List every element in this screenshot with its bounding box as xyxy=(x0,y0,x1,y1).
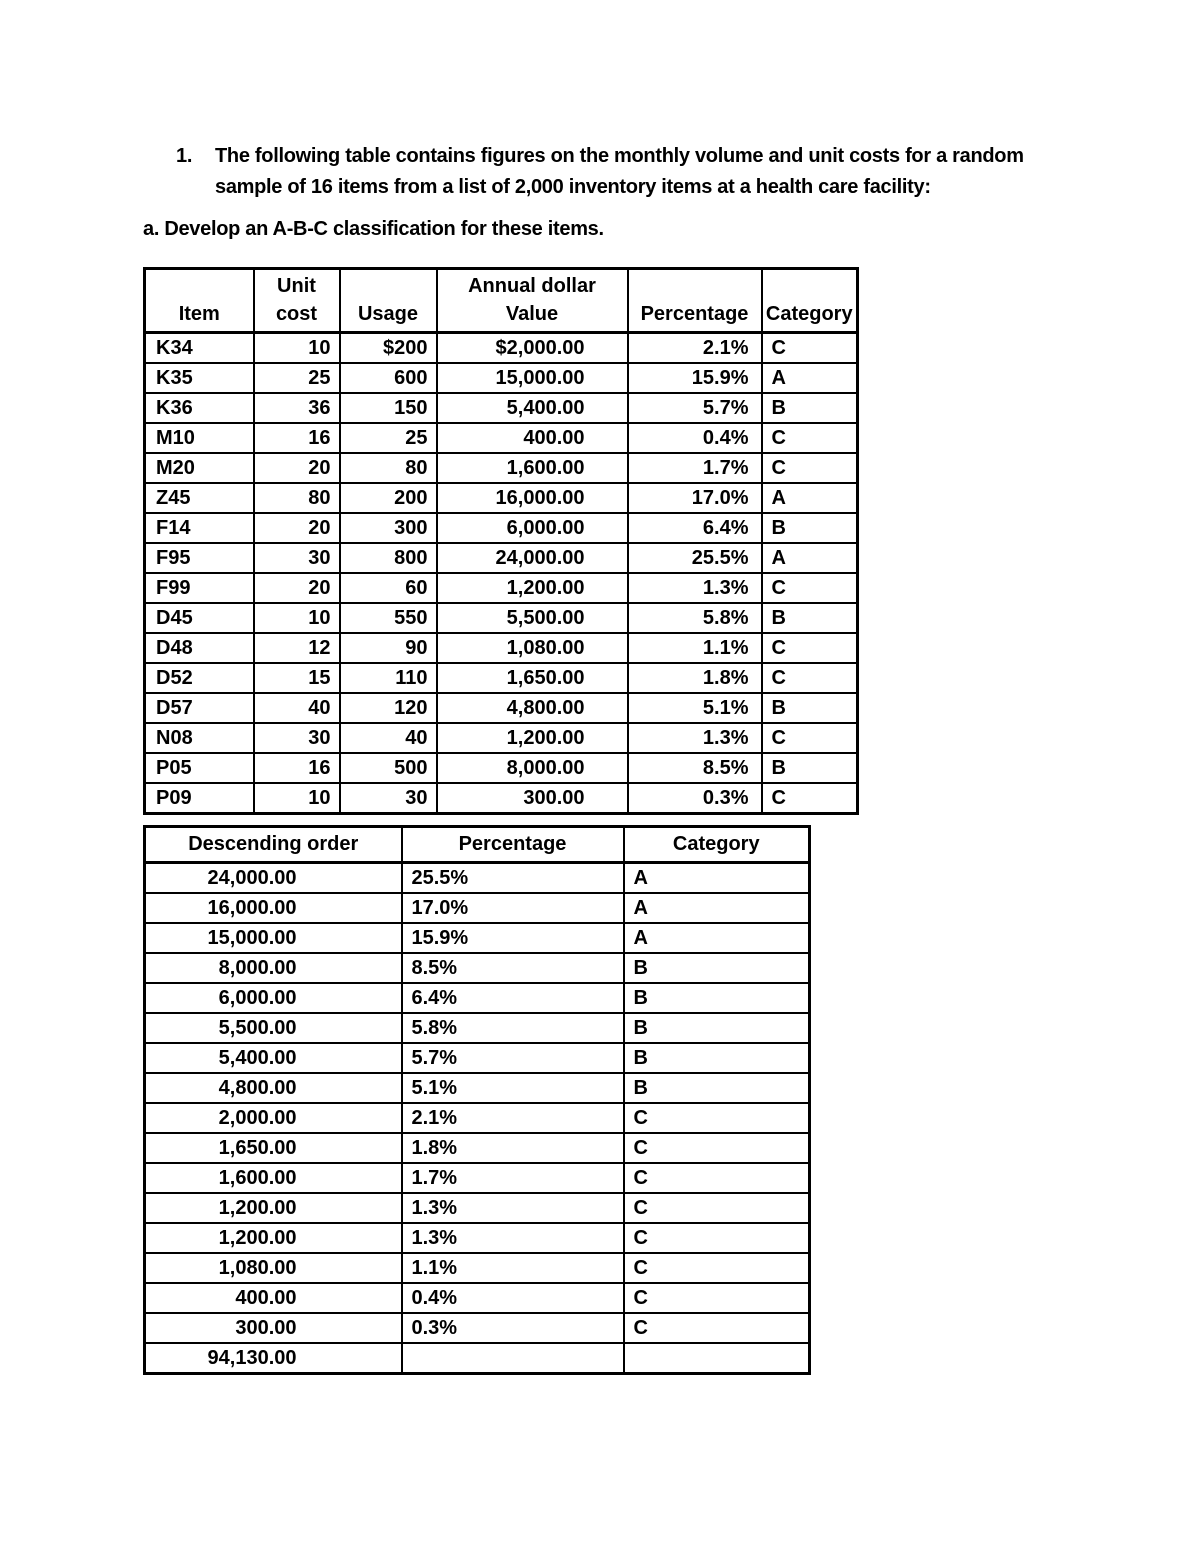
cell-usage: 110 xyxy=(340,663,437,693)
descending-table-total xyxy=(145,1343,810,1374)
cell-percentage: 8.5% xyxy=(628,753,762,783)
items-table-row xyxy=(145,633,858,663)
items-table-row xyxy=(145,783,858,814)
cell-category: A xyxy=(762,363,858,393)
cell-category: C xyxy=(624,1253,810,1283)
cell-category: C xyxy=(762,783,858,814)
cell-item: D52 xyxy=(145,663,254,693)
cell-unit-cost: 30 xyxy=(254,543,340,573)
cell-category: A xyxy=(624,893,810,923)
descending-table-row xyxy=(145,1223,810,1253)
cell-value: 2,000.00 xyxy=(145,1103,402,1133)
cell-item: N08 xyxy=(145,723,254,753)
items-table-row xyxy=(145,333,858,364)
descending-table-row xyxy=(145,1313,810,1343)
cell-item: D57 xyxy=(145,693,254,723)
cell-category: C xyxy=(762,453,858,483)
descending-table-row xyxy=(145,863,810,894)
cell-usage: 500 xyxy=(340,753,437,783)
cell-item: F95 xyxy=(145,543,254,573)
part-a-instruction: a. Develop an A-B-C classification for these items. xyxy=(143,218,604,240)
cell-unit-cost: 20 xyxy=(254,573,340,603)
descending-table-total-row xyxy=(145,1343,810,1374)
col-header-category: Category xyxy=(762,269,858,333)
cell-category: C xyxy=(624,1193,810,1223)
cell-usage: 40 xyxy=(340,723,437,753)
cell-item: P05 xyxy=(145,753,254,783)
cell-percentage: 5.7% xyxy=(402,1043,624,1073)
cell-percentage: 17.0% xyxy=(402,893,624,923)
cell-percentage: 1.7% xyxy=(628,453,762,483)
cell-item: M20 xyxy=(145,453,254,483)
cell-value: 1,200.00 xyxy=(145,1193,402,1223)
col-header-usage: Usage xyxy=(340,269,437,333)
cell-percentage: 5.8% xyxy=(402,1013,624,1043)
descending-order-table xyxy=(143,825,811,1375)
cell-item: K34 xyxy=(145,333,254,364)
cell-usage: 200 xyxy=(340,483,437,513)
cell-category: C xyxy=(762,573,858,603)
items-table-row xyxy=(145,603,858,633)
cell-category: C xyxy=(762,333,858,364)
cell-unit-cost: 10 xyxy=(254,603,340,633)
cell-annual-value: 6,000.00 xyxy=(437,513,628,543)
cell-category: B xyxy=(762,393,858,423)
problem-number: 1. xyxy=(176,145,193,167)
cell-value: 5,500.00 xyxy=(145,1013,402,1043)
cell-annual-value: 8,000.00 xyxy=(437,753,628,783)
cell-category: C xyxy=(624,1163,810,1193)
cell-annual-value: 1,080.00 xyxy=(437,633,628,663)
items-table-row xyxy=(145,423,858,453)
items-table-row xyxy=(145,723,858,753)
descending-table-row xyxy=(145,1043,810,1073)
cell-value: 300.00 xyxy=(145,1313,402,1343)
col-header-category: Category xyxy=(624,827,810,863)
items-table-body xyxy=(145,333,858,814)
cell-item: Z45 xyxy=(145,483,254,513)
descending-table-row xyxy=(145,1253,810,1283)
cell-category: B xyxy=(762,513,858,543)
cell-unit-cost: 16 xyxy=(254,753,340,783)
cell-usage: $200 xyxy=(340,333,437,364)
descending-table-header-row xyxy=(145,827,810,863)
cell-category: C xyxy=(624,1133,810,1163)
cell-value: 5,400.00 xyxy=(145,1043,402,1073)
cell-category: B xyxy=(624,983,810,1013)
cell-category: A xyxy=(624,923,810,953)
cell-percentage: 0.3% xyxy=(402,1313,624,1343)
cell-category: C xyxy=(624,1223,810,1253)
cell-annual-value: 1,650.00 xyxy=(437,663,628,693)
cell-total-percentage xyxy=(402,1343,624,1374)
cell-annual-value: 1,200.00 xyxy=(437,573,628,603)
items-table-row xyxy=(145,753,858,783)
cell-value: 400.00 xyxy=(145,1283,402,1313)
cell-percentage: 1.7% xyxy=(402,1163,624,1193)
cell-unit-cost: 20 xyxy=(254,453,340,483)
cell-usage: 80 xyxy=(340,453,437,483)
cell-usage: 30 xyxy=(340,783,437,814)
cell-item: M10 xyxy=(145,423,254,453)
cell-category: B xyxy=(624,953,810,983)
cell-category: C xyxy=(762,633,858,663)
col-header-percentage: Percentage xyxy=(628,269,762,333)
cell-usage: 800 xyxy=(340,543,437,573)
cell-unit-cost: 30 xyxy=(254,723,340,753)
problem-statement-line2: sample of 16 items from a list of 2,000 inventory items at a health care facility: xyxy=(215,176,931,198)
cell-percentage: 1.3% xyxy=(628,723,762,753)
cell-item: K36 xyxy=(145,393,254,423)
cell-category: B xyxy=(624,1013,810,1043)
items-table-row xyxy=(145,393,858,423)
cell-percentage: 25.5% xyxy=(402,863,624,894)
col-header-item: Item xyxy=(145,269,254,333)
cell-annual-value: 24,000.00 xyxy=(437,543,628,573)
cell-percentage: 1.3% xyxy=(402,1193,624,1223)
cell-unit-cost: 80 xyxy=(254,483,340,513)
cell-usage: 60 xyxy=(340,573,437,603)
cell-percentage: 1.3% xyxy=(402,1223,624,1253)
col-header-percentage: Percentage xyxy=(402,827,624,863)
cell-value: 15,000.00 xyxy=(145,923,402,953)
cell-percentage: 1.3% xyxy=(628,573,762,603)
descending-table-row xyxy=(145,1013,810,1043)
cell-item: D48 xyxy=(145,633,254,663)
col-header-descending-order: Descending order xyxy=(145,827,402,863)
cell-usage: 150 xyxy=(340,393,437,423)
cell-item: D45 xyxy=(145,603,254,633)
descending-table-row xyxy=(145,1193,810,1223)
cell-category: C xyxy=(762,423,858,453)
cell-percentage: 5.1% xyxy=(628,693,762,723)
cell-unit-cost: 40 xyxy=(254,693,340,723)
cell-item: F14 xyxy=(145,513,254,543)
cell-unit-cost: 12 xyxy=(254,633,340,663)
items-table-row xyxy=(145,543,858,573)
cell-annual-value: 5,500.00 xyxy=(437,603,628,633)
descending-table-row xyxy=(145,893,810,923)
items-table-row xyxy=(145,453,858,483)
cell-usage: 25 xyxy=(340,423,437,453)
cell-annual-value: 400.00 xyxy=(437,423,628,453)
cell-percentage: 5.1% xyxy=(402,1073,624,1103)
cell-item: F99 xyxy=(145,573,254,603)
items-table-row xyxy=(145,663,858,693)
cell-category: C xyxy=(624,1313,810,1343)
cell-value: 4,800.00 xyxy=(145,1073,402,1103)
items-table-row xyxy=(145,693,858,723)
cell-value: 24,000.00 xyxy=(145,863,402,894)
descending-table-row xyxy=(145,1103,810,1133)
descending-table-row xyxy=(145,1133,810,1163)
cell-unit-cost: 10 xyxy=(254,333,340,364)
cell-usage: 90 xyxy=(340,633,437,663)
cell-percentage: 1.8% xyxy=(628,663,762,693)
cell-annual-value: 1,600.00 xyxy=(437,453,628,483)
items-table-row xyxy=(145,573,858,603)
cell-category: C xyxy=(762,663,858,693)
cell-percentage: 2.1% xyxy=(628,333,762,364)
items-table-header-row xyxy=(145,269,858,333)
cell-percentage: 25.5% xyxy=(628,543,762,573)
cell-unit-cost: 25 xyxy=(254,363,340,393)
cell-percentage: 0.3% xyxy=(628,783,762,814)
cell-unit-cost: 20 xyxy=(254,513,340,543)
descending-table-header xyxy=(145,827,810,863)
cell-percentage: 0.4% xyxy=(628,423,762,453)
cell-value: 1,080.00 xyxy=(145,1253,402,1283)
items-table-row xyxy=(145,513,858,543)
cell-category: C xyxy=(762,723,858,753)
cell-value: 6,000.00 xyxy=(145,983,402,1013)
cell-usage: 550 xyxy=(340,603,437,633)
descending-table-row xyxy=(145,1073,810,1103)
cell-annual-value: 1,200.00 xyxy=(437,723,628,753)
cell-unit-cost: 10 xyxy=(254,783,340,814)
cell-category: B xyxy=(762,603,858,633)
cell-value: 1,650.00 xyxy=(145,1133,402,1163)
cell-percentage: 1.8% xyxy=(402,1133,624,1163)
items-table xyxy=(143,267,859,815)
cell-unit-cost: 15 xyxy=(254,663,340,693)
descending-table-row xyxy=(145,923,810,953)
problem-statement-line1: The following table contains figures on the monthly volume and unit costs for a random xyxy=(215,145,1024,167)
descending-table-row xyxy=(145,983,810,1013)
cell-category: A xyxy=(762,543,858,573)
descending-table-body xyxy=(145,863,810,1344)
cell-value: 1,200.00 xyxy=(145,1223,402,1253)
cell-annual-value: 5,400.00 xyxy=(437,393,628,423)
cell-usage: 120 xyxy=(340,693,437,723)
descending-table-row xyxy=(145,1283,810,1313)
cell-percentage: 0.4% xyxy=(402,1283,624,1313)
cell-category: B xyxy=(624,1043,810,1073)
cell-annual-value: 4,800.00 xyxy=(437,693,628,723)
cell-category: A xyxy=(624,863,810,894)
cell-category: B xyxy=(624,1073,810,1103)
cell-percentage: 15.9% xyxy=(628,363,762,393)
cell-category: C xyxy=(624,1283,810,1313)
cell-percentage: 2.1% xyxy=(402,1103,624,1133)
cell-category: B xyxy=(762,693,858,723)
cell-value: 8,000.00 xyxy=(145,953,402,983)
items-table-header xyxy=(145,269,858,333)
cell-item: K35 xyxy=(145,363,254,393)
items-table-row xyxy=(145,363,858,393)
cell-annual-value: 16,000.00 xyxy=(437,483,628,513)
cell-percentage: 5.8% xyxy=(628,603,762,633)
cell-percentage: 8.5% xyxy=(402,953,624,983)
cell-percentage: 17.0% xyxy=(628,483,762,513)
cell-annual-value: 300.00 xyxy=(437,783,628,814)
cell-annual-value: 15,000.00 xyxy=(437,363,628,393)
cell-category: A xyxy=(762,483,858,513)
cell-value: 16,000.00 xyxy=(145,893,402,923)
cell-percentage: 5.7% xyxy=(628,393,762,423)
problem-statement xyxy=(215,141,1115,203)
cell-category: B xyxy=(762,753,858,783)
cell-total-category xyxy=(624,1343,810,1374)
col-header-annual-dollar-value: Annual dollar Value xyxy=(437,269,628,333)
cell-usage: 300 xyxy=(340,513,437,543)
cell-category: C xyxy=(624,1103,810,1133)
cell-percentage: 1.1% xyxy=(628,633,762,663)
cell-percentage: 6.4% xyxy=(402,983,624,1013)
cell-total-value: 94,130.00 xyxy=(145,1343,402,1374)
items-table-row xyxy=(145,483,858,513)
cell-unit-cost: 36 xyxy=(254,393,340,423)
descending-table-row xyxy=(145,953,810,983)
cell-item: P09 xyxy=(145,783,254,814)
col-header-unit-cost: Unit cost xyxy=(254,269,340,333)
descending-table-row xyxy=(145,1163,810,1193)
cell-percentage: 6.4% xyxy=(628,513,762,543)
cell-annual-value: $2,000.00 xyxy=(437,333,628,364)
cell-percentage: 15.9% xyxy=(402,923,624,953)
cell-usage: 600 xyxy=(340,363,437,393)
cell-percentage: 1.1% xyxy=(402,1253,624,1283)
cell-value: 1,600.00 xyxy=(145,1163,402,1193)
cell-unit-cost: 16 xyxy=(254,423,340,453)
